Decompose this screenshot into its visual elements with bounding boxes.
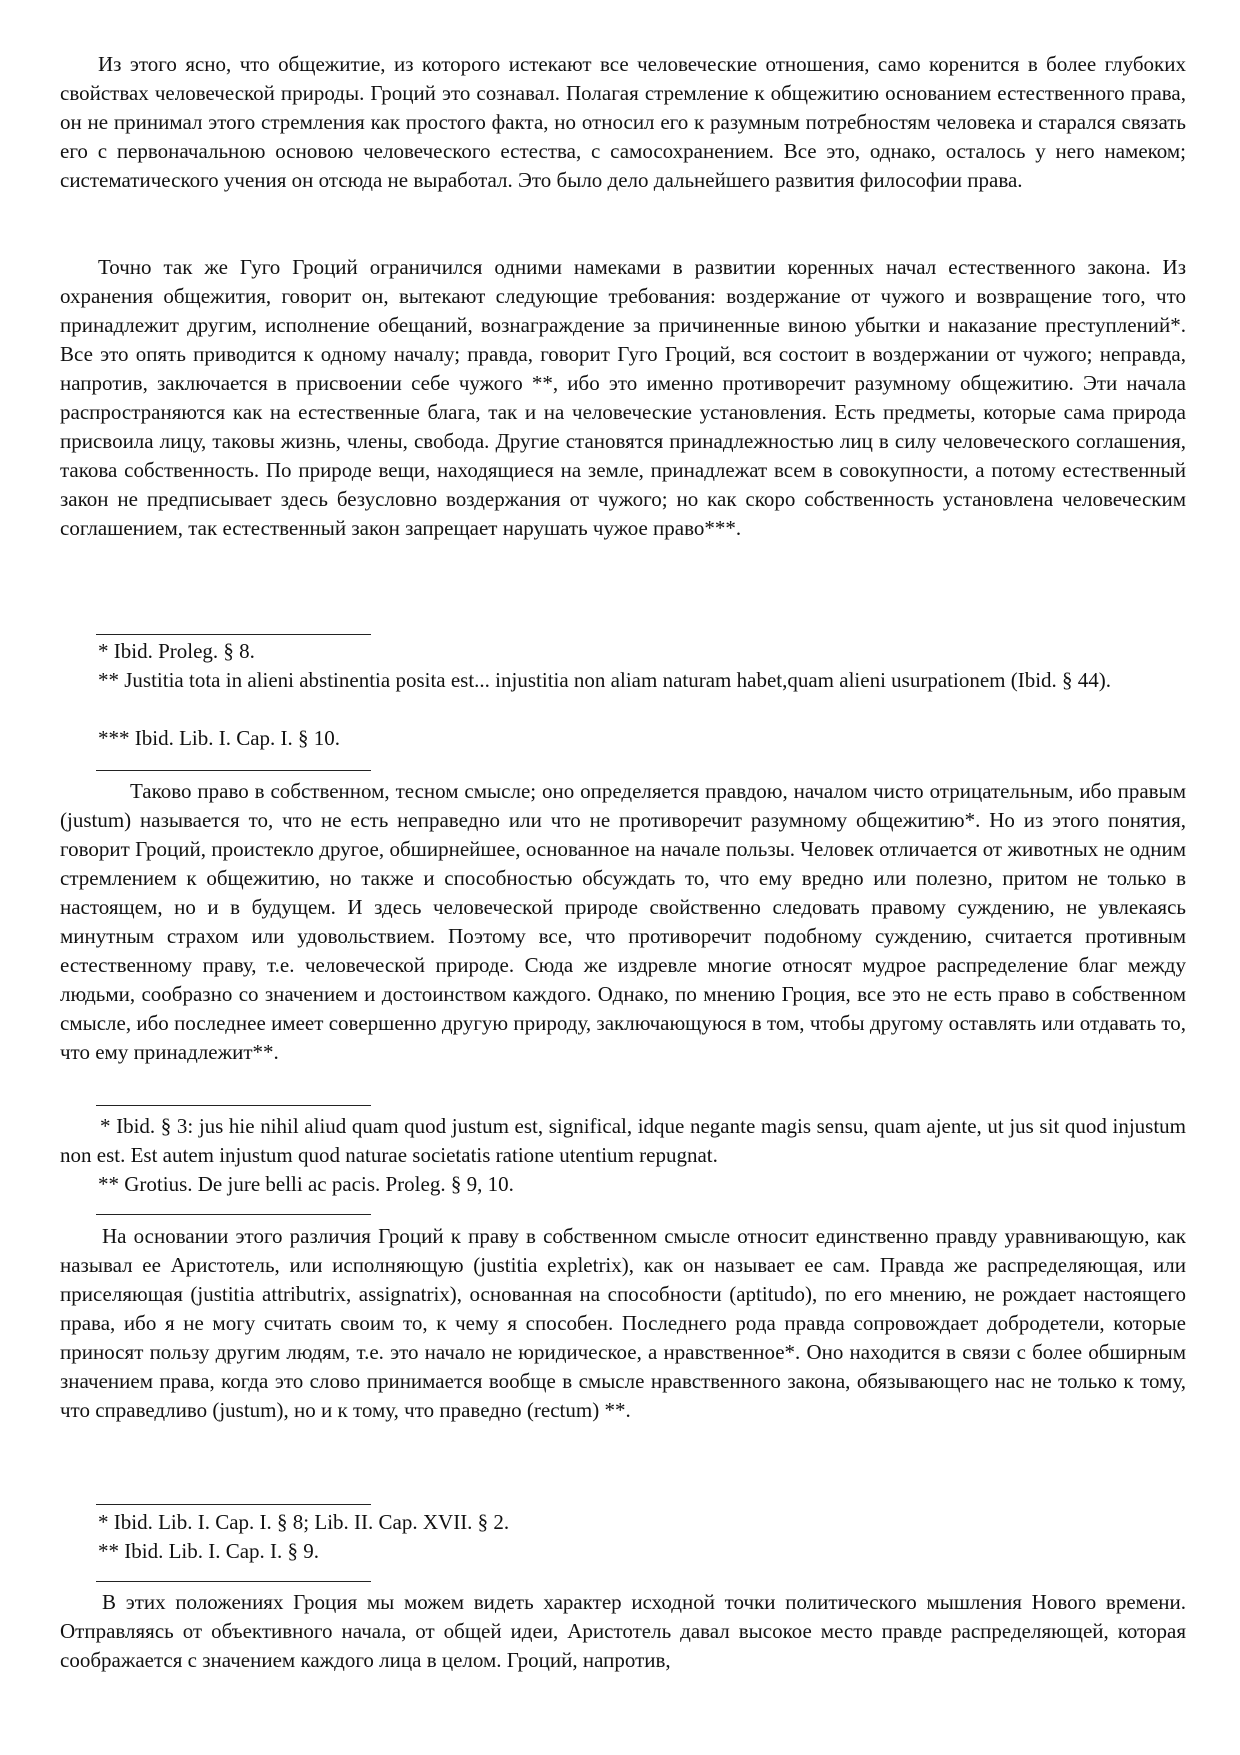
footnote-separator [96,1504,371,1505]
paragraph-5: В этих положениях Гроция мы можем видеть характер исходной точки политического мышления Нового времени. Отправляясь от объективного начала, от общей идеи, Аристотель давал высокое место правде распределяющей, которая соображается с значением каждого лица в целом. Гроций, напротив, [60,1590,1186,1672]
footnote-separator [96,1581,371,1582]
footnote-separator [96,1214,371,1215]
footnote-2-2: ** Grotius. De jure belli ac pacis. Proleg. § 9, 10. [98,1172,514,1196]
footnote-separator [96,770,371,771]
footnote-3-2: ** Ibid. Lib. I. Cap. I. § 9. [98,1539,320,1563]
paragraph-1: Из этого ясно, что общежитие, из которого истекают все человеческие отношения, само коренится в более глубоких свойствах человеческой природы. Гроций это сознавал. Полагая стремление к общежитию основанием естественного права, он не принимал этого стремления как простого факта, но относил его к разумным потребностям человека и старался связать его с первоначальною основою человеческого естества, с самосохранением. Все это, однако, осталось у него намеком; систематического учения он отсюда не выработал. Это было дело дальнейшего развития философии права. [60,52,1186,192]
paragraph-4: На основании этого различия Гроций к праву в собственном смысле относит единственно правду уравнивающую, как называл ее Аристотель, или исполняющую (justitia expletrix), как он называет ее сам. Правда же распределяющая, или приселяющая (justitia attributrix, assignatrix), основанная на способности (aptitudo), по его мнению, не рождает настоящего права, ибо я не могу считать своим то, к чему я способен. Последнего рода правда сопровождает добродетели, которые приносят пользу другим людям, т.е. это начало не юридическое, а нравственное*. Оно находится в связи с более обширным значением права, когда это слово принимается вообще в смысле нравственного закона, обязывающего нас не только к тому, что справедливо (justum), но и к тому, что праведно (rectum) **. [60,1224,1186,1422]
paragraph-2: Точно так же Гуго Гроций ограничился одними намеками в развитии коренных начал естественного закона. Из охранения общежития, говорит он, вытекают следующие требования: воздержание от чужого и возвращение того, что принадлежит другим, исполнение обещаний, вознаграждение за причиненные виною убытки и наказание преступлений*. Все это опять приводится к одному началу; правда, говорит Гуго Гроций, вся состоит в воздержании от чужого; неправда, напротив, заключается в присвоении себе чужого **, ибо это именно противоречит разумному общежитию. Эти начала распространяются как на естественные блага, так и на человеческие установления. Есть предметы, которые сама природа присвоила лицу, таковы жизнь, члены, свобода. Другие становятся принадлежностью лиц в силу человеческого соглашения, такова собственность. По природе вещи, находящиеся на земле, принадлежат всем в совокупности, а потому естественный закон не предписывает здесь безусловно воздержания от чужого; но как скоро собственность установлена человеческим соглашением, так естественный закон запрещает нарушать чужое право***. [60,255,1186,540]
footnote-2-1: * Ibid. § 3: jus hie nihil aliud quam quod justum est, significal, idque negante magis sensu, quam ajente, ut jus sit quod injustum non est. Est autem injustum quod naturae societatis ratione utentium repugnat. [60,1114,1186,1167]
footnote-1-3: *** Ibid. Lib. I. Cap. I. § 10. [98,726,341,750]
footnote-1-2: ** Justitia tota in alieni abstinentia posita est... injustitia non aliam naturam habet,quam alieni usurpationem (Ibid. § 44). [98,668,1112,692]
footnote-1-1: * Ibid. Proleg. § 8. [98,639,255,663]
footnote-3-1: * Ibid. Lib. I. Cap. I. § 8; Lib. II. Cap. XVII. § 2. [98,1510,510,1534]
paragraph-3: Таково право в собственном, тесном смысле; оно определяется правдою, началом чисто отрицательным, ибо правым (justum) называется то, что не есть неправедно или что не противоречит разумному общежитию*. Но из этого понятия, говорит Гроций, проистекло другое, обширнейшее, основанное на начале пользы. Человек отличается от животных не одним стремлением к общежитию, но также и способностью обсуждать то, что ему вредно или полезно, притом не только в настоящем, но и в будущем. И здесь человеческой природе свойственно следовать правому суждению, не увлекаясь минутным страхом или удовольствием. Поэтому все, что противоречит подобному суждению, считается противным естественному праву, т.е. человеческой природе. Сюда же издревле многие относят мудрое распределение благ между людьми, сообразно со значением и достоинством каждого. Однако, по мнению Гроция, все это не есть право в собственном смысле, ибо последнее имеет совершенно другую природу, заключающуюся в том, чтобы другому оставлять или отдавать то, что ему принадлежит**. [60,779,1186,1064]
footnote-separator [96,634,371,635]
footnote-separator [96,1105,371,1106]
